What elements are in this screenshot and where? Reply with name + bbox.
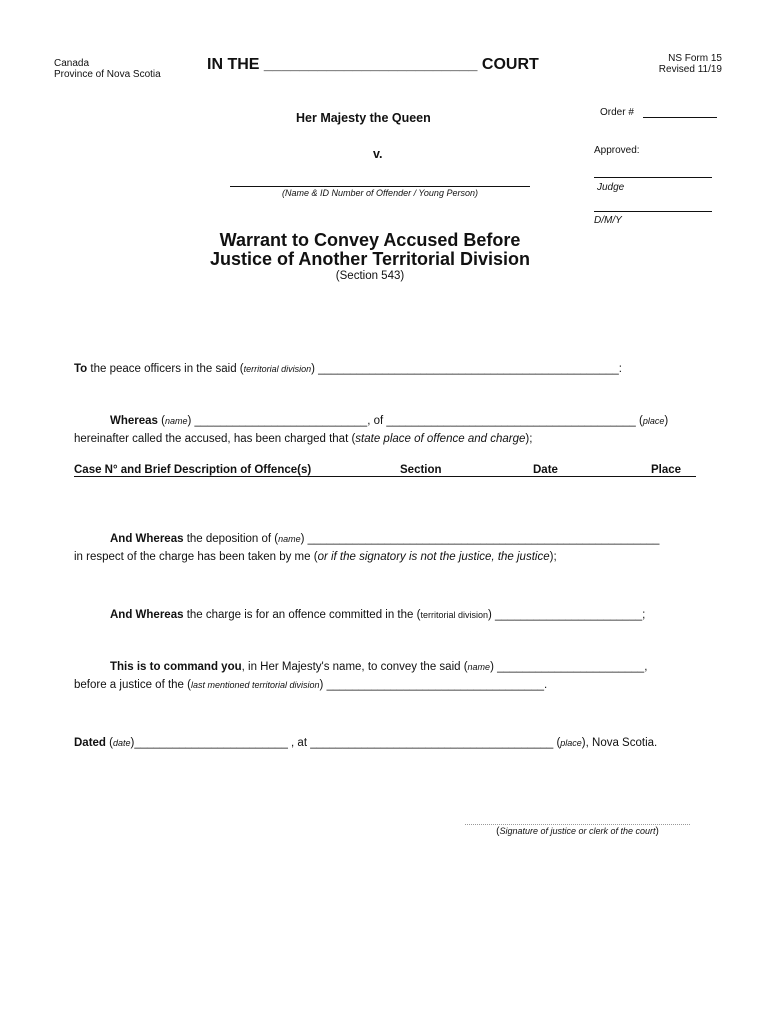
signature-open: ( [496, 826, 500, 837]
place-column: Place [651, 464, 682, 476]
last-territorial-hint: last mentioned territorial division [190, 680, 320, 690]
approval-date-label: D/M/Y [594, 215, 622, 226]
signature-caption [465, 826, 690, 837]
form-title-line-2: Justice of Another Territorial Division [209, 249, 531, 269]
form-number-block [659, 53, 722, 75]
versus-label: v. [373, 147, 383, 161]
deposition-name-hint: name [278, 534, 301, 544]
signature-line [465, 824, 690, 825]
charge-text-1: the charge is for an offence committed in the ( [183, 609, 421, 621]
jurisdiction-block [54, 58, 161, 80]
case-description-column: Case N° and Brief Description of Offence(s) [74, 464, 312, 476]
deposition-clause-line-2 [74, 551, 557, 563]
whereas-clause-line-2 [74, 433, 532, 445]
order-number-line [643, 117, 717, 118]
province-label: Province of Nova Scotia [54, 69, 161, 80]
offender-name-line [230, 186, 530, 187]
command-clause [110, 661, 647, 673]
whereas-place-hint: place [642, 416, 665, 426]
dated-text-1: )________________________ , at ______________________________________ ( [130, 737, 561, 749]
charge-territorial-hint: territorial division [420, 610, 488, 620]
date-column: Date [533, 464, 558, 476]
revision-date: Revised 11/19 [658, 64, 722, 75]
charge-text-2: ) _______________________; [487, 609, 646, 621]
before-text-2: ) __________________________________. [319, 679, 548, 691]
deposition-clause [110, 533, 659, 545]
hereinafter-text-2: ); [525, 433, 533, 445]
deposition-text-1: the deposition of ( [183, 533, 279, 545]
section-reference: (Section 543) [335, 270, 405, 282]
form-number: NS Form 15 [668, 53, 722, 64]
dated-place-hint: place [560, 738, 582, 748]
case-table-rule [74, 476, 696, 477]
deposition-lead: And Whereas [110, 533, 184, 545]
to-text-2: ) _______________________________________________: [311, 363, 622, 375]
offender-caption: (Name & ID Number of Offender / Young Person) [282, 188, 478, 198]
section-column: Section [400, 464, 442, 476]
court-title: IN THE ________________________ COURT [207, 56, 539, 73]
command-text-2: ) _______________________, [490, 661, 648, 673]
respect-text-1: in respect of the charge has been taken by me ( [74, 551, 318, 563]
charge-clause [110, 609, 645, 621]
approved-label: Approved: [594, 145, 640, 156]
dated-clause [74, 737, 657, 749]
judge-label: Judge [597, 182, 625, 193]
dated-text-2: ), Nova Scotia. [581, 737, 658, 749]
charge-lead: And Whereas [110, 609, 184, 621]
respect-text-2: ); [549, 551, 557, 563]
to-lead: To [74, 363, 88, 375]
form-title-line-1: Warrant to Convey Accused Before [219, 230, 521, 250]
whereas-name-hint: name [164, 416, 188, 426]
deposition-text-2: ) _______________________________________________________ [300, 533, 660, 545]
whereas-text-1: ) ___________________________, of _______________________________________ ( [187, 415, 643, 427]
dated-lead: Dated [74, 737, 106, 749]
offence-hint: state place of offence and charge [355, 433, 526, 445]
order-number-label: Order # [600, 107, 634, 118]
dated-open: ( [105, 737, 113, 749]
signatory-hint: or if the signatory is not the justice, the justice [317, 551, 550, 563]
crown-party: Her Majesty the Queen [296, 111, 431, 125]
whereas-lead: Whereas [110, 415, 158, 427]
judge-signature-line [594, 177, 712, 178]
hereinafter-text-1: hereinafter called the accused, has been charged that ( [74, 433, 356, 445]
command-text-1: , in Her Majesty's name, to convey the said ( [241, 661, 468, 673]
approval-date-line [594, 211, 712, 212]
signature-close: ) [655, 826, 659, 837]
dated-date-hint: date [112, 738, 131, 748]
before-text-1: before a justice of the ( [74, 679, 191, 691]
whereas-clause [110, 415, 668, 427]
whereas-open: ( [157, 415, 165, 427]
signature-caption-text: Signature of justice or clerk of the court [499, 826, 656, 836]
to-clause [74, 363, 622, 375]
to-text-1: the peace officers in the said ( [87, 363, 244, 375]
form-title-block [150, 231, 590, 282]
country-label: Canada [54, 58, 90, 69]
command-clause-line-2 [74, 679, 547, 691]
to-territorial-hint: territorial division [243, 364, 312, 374]
whereas-close: ) [664, 415, 669, 427]
command-lead: This is to command you [110, 661, 242, 673]
command-name-hint: name [467, 662, 491, 672]
